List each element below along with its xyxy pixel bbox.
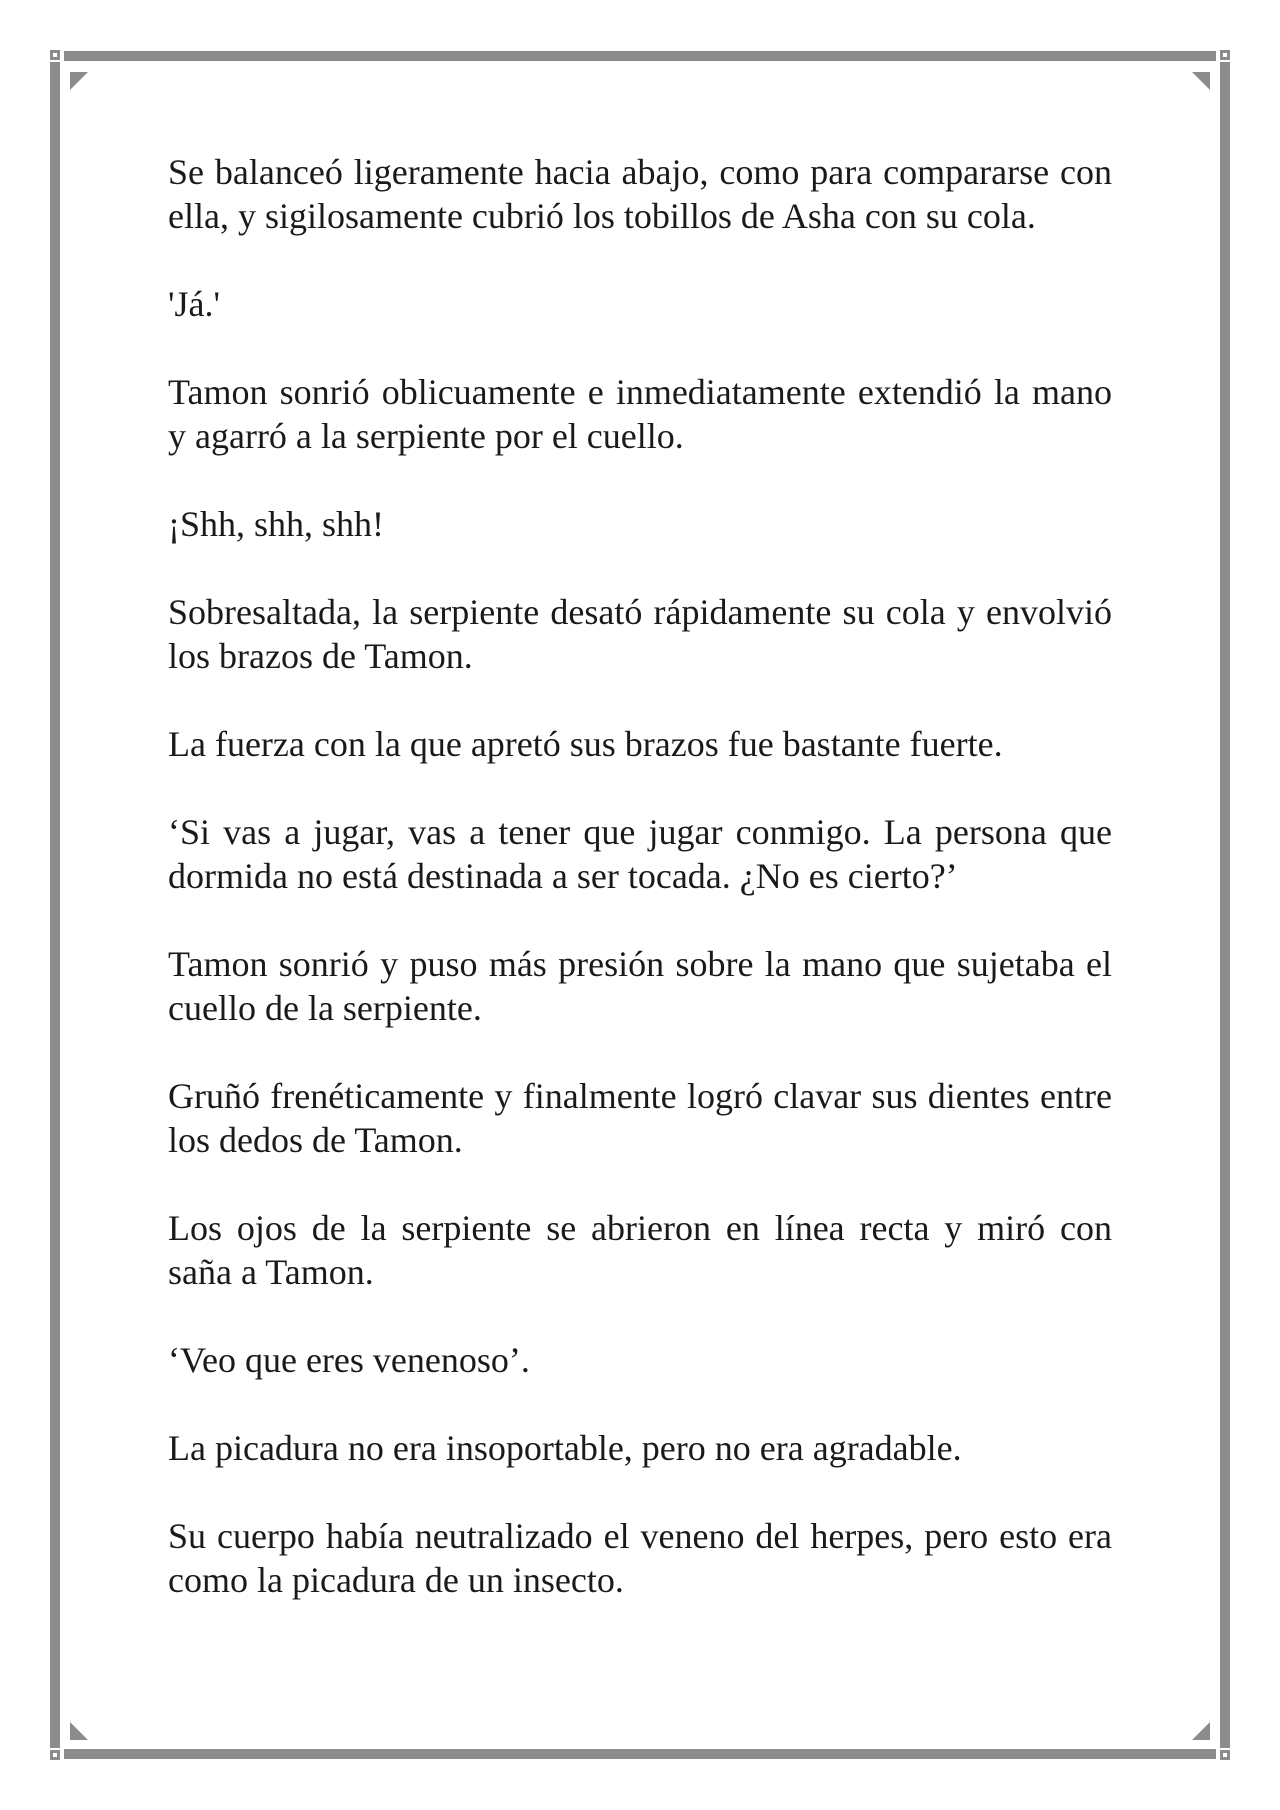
- paragraph: ‘Si vas a jugar, vas a tener que jugar conmigo. La persona que dormida no está destinada a ser tocada. ¿No es cierto?’: [168, 812, 1112, 896]
- paragraph: Su cuerpo había neutralizado el veneno del herpes, pero esto era como la picadura de un insecto.: [168, 1516, 1112, 1600]
- corner-ornament-top-left: [50, 50, 60, 60]
- corner-ornament-bottom-right: [1220, 1750, 1230, 1760]
- paragraph: ‘Veo que eres venenoso’.: [168, 1340, 530, 1380]
- corner-ornament-bottom-left: [50, 1750, 60, 1760]
- corner-triangle-top-right: [1192, 72, 1210, 90]
- paragraph: La picadura no era insoportable, pero no era agradable.: [168, 1428, 962, 1468]
- corner-triangle-bottom-right: [1192, 1722, 1210, 1740]
- page-text: [168, 150, 1112, 1602]
- paragraph: Tamon sonrió y puso más presión sobre la mano que sujetaba el cuello de la serpiente.: [168, 944, 1112, 1028]
- paragraph: Se balanceó ligeramente hacia abajo, como para compararse con ella, y sigilosamente cubrió los tobillos de Asha con su cola.: [168, 152, 1112, 236]
- corner-triangle-top-left: [70, 72, 88, 90]
- paragraph: Sobresaltada, la serpiente desató rápidamente su cola y envolvió los brazos de Tamon.: [168, 592, 1112, 676]
- corner-triangle-bottom-left: [70, 1722, 88, 1740]
- corner-ornament-top-right: [1220, 50, 1230, 60]
- paragraph: Tamon sonrió oblicuamente e inmediatamente extendió la mano y agarró a la serpiente por el cuello.: [168, 372, 1112, 456]
- paragraph: ¡Shh, shh, shh!: [168, 504, 385, 544]
- paragraph: 'Já.': [168, 284, 220, 324]
- border-top-line: [64, 51, 1216, 61]
- border-bottom-line: [64, 1749, 1216, 1759]
- paragraph: Gruñó frenéticamente y finalmente logró clavar sus dientes entre los dedos de Tamon.: [168, 1076, 1112, 1160]
- paragraph: Los ojos de la serpiente se abrieron en línea recta y miró con saña a Tamon.: [168, 1208, 1112, 1292]
- border-right-line: [1220, 62, 1230, 1748]
- paragraph: La fuerza con la que apretó sus brazos fue bastante fuerte.: [168, 724, 1003, 764]
- border-left-line: [50, 62, 60, 1748]
